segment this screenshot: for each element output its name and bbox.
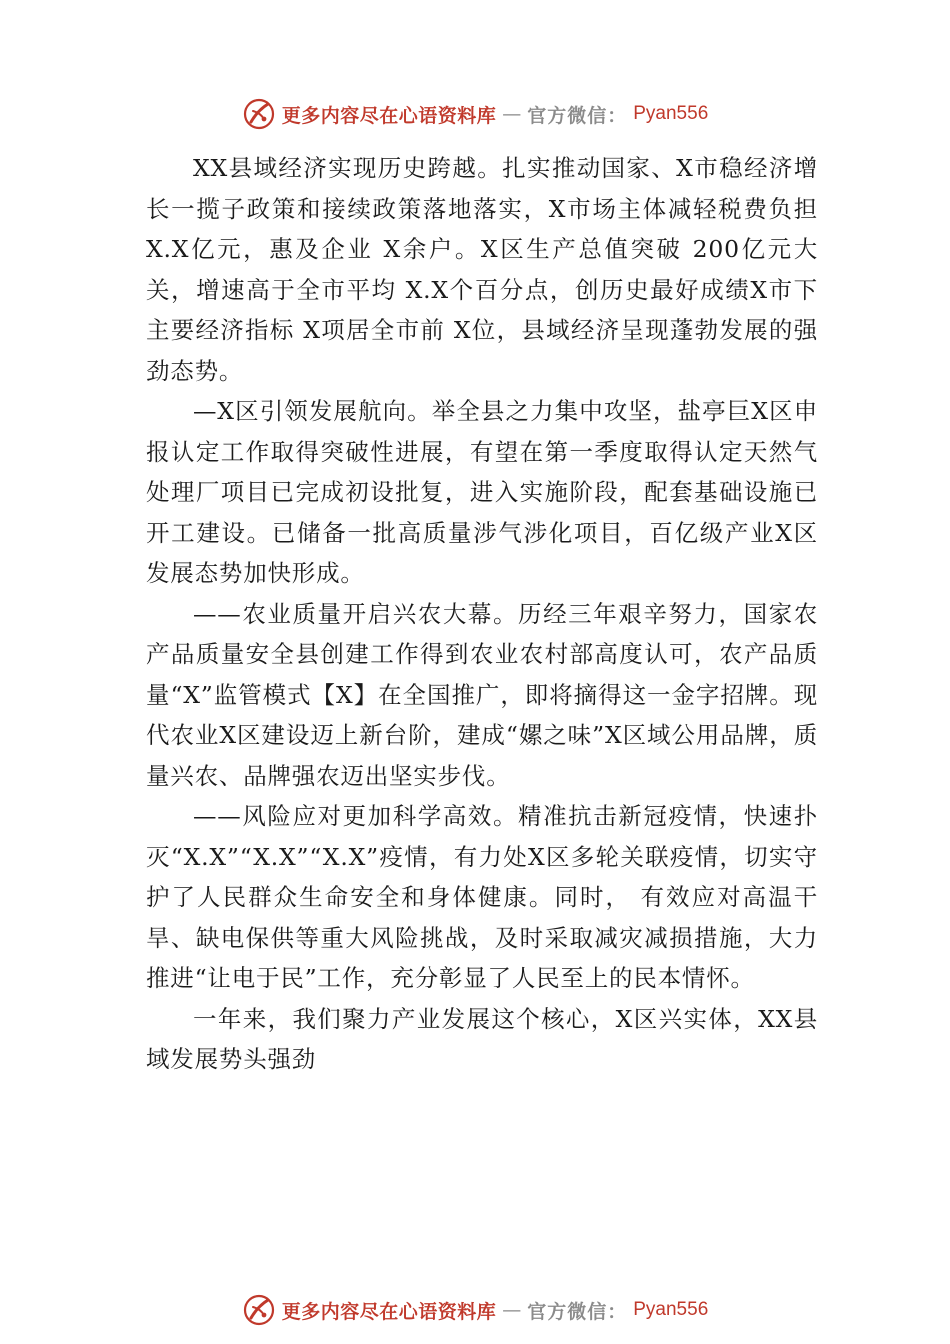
brush-logo-icon [242, 1293, 276, 1327]
paragraph-summary: 一年来，我们聚力产业发展这个核心，X区兴实体，XX县域发展势头强劲 [146, 1004, 818, 1073]
paragraph-agriculture: ——农业质量开启兴农大幕。历经三年艰辛努力，国家农产品质量安全县创建工作得到农业农村部高度认可，农产品质量“X”监管模式【X】在全国推广，即将摘得这一金字招牌。现代农业X区建设迈上新台阶，建成“嫘之味”X区域公用品牌，质量兴农、品牌强农迈出坚实步伐。 [146, 599, 818, 790]
paragraph-economy: XX县域经济实现历史跨越。扎实推动国家、X市稳经济增长一揽子政策和接续政策落地落实，X市场主体减轻税费负担 X.X亿元，惠及企业 X余户。X区生产总值突破 200亿元大关，增速高于全市平均 X.X个百分点，创历史最好成绩X市下主要经济指标 X项居全市前 X位，县域经济呈现蓬勃发展的强劲态势。 [146, 154, 818, 385]
paragraph-development: —X区引领发展航向。举全县之力集中攻坚，盐亭巨X区申报认定工作取得突破性进展，有望在第一季度取得认定天然气处理厂项目已完成初设批复，进入实施阶段，配套基础设施已开工建设。已储备一批高质量涉气涉化项目，百亿级产业X区发展态势加快形成。 [146, 397, 818, 587]
brush-logo-icon [242, 97, 276, 131]
header-watermark [0, 94, 950, 134]
watermark-dash: — [502, 103, 522, 125]
watermark-wechat-id: Pyan556 [633, 1299, 709, 1320]
watermark-official-label: 官方微信： [527, 104, 628, 127]
document-body [146, 148, 818, 1080]
watermark-dash: — [502, 1299, 522, 1321]
paragraph-risk: ——风险应对更加科学高效。精准抗击新冠疫情，快速扑灭“X.X”“X.X”“X.X”疫情，有力处X区多轮关联疫情，切实守护了人民群众生命安全和身体健康。同时， 有效应对高温干旱、缺电保供等重大风险挑战，及时采取减灾减损措施，大力推进“让电于民”工作，充分彰显了人民至上的民本情怀。 [146, 802, 818, 992]
watermark-main-text: 更多内容尽在心语资料库 [281, 104, 497, 127]
watermark-wechat-id: Pyan556 [633, 103, 709, 124]
watermark-main-text: 更多内容尽在心语资料库 [281, 1300, 497, 1323]
footer-watermark [0, 1290, 950, 1330]
watermark-official-label: 官方微信： [527, 1300, 628, 1323]
